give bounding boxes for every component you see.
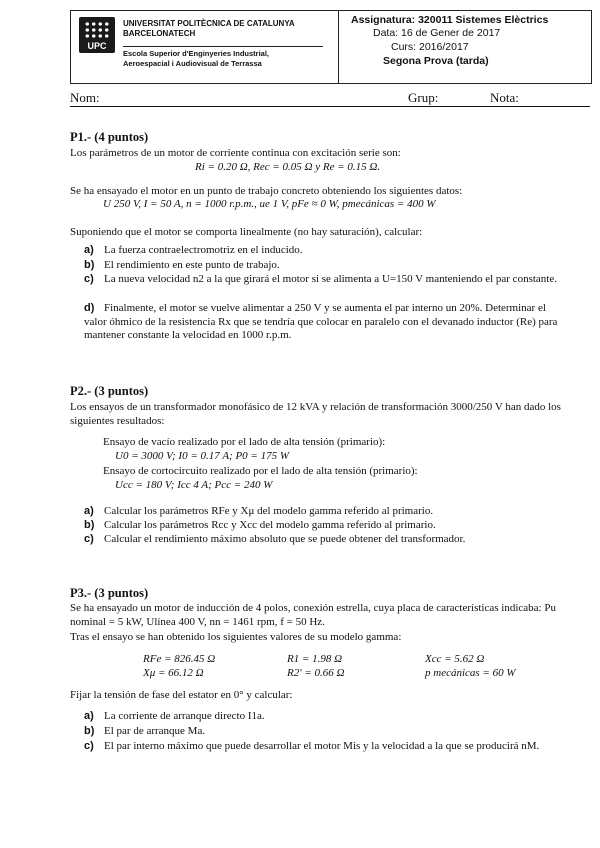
item-letter: b): [84, 725, 95, 737]
item-text: La fuerza contraelectromotriz en el inducido.: [104, 244, 303, 256]
logo-text: UPC: [87, 41, 107, 51]
header-vertical-divider: [338, 11, 339, 83]
university-line1: UNIVERSITAT POLITÈCNICA DE CATALUNYA: [123, 19, 295, 28]
exam-date: Data: 16 de Gener de 2017: [373, 27, 501, 39]
item-text: Calcular los parámetros RFe y Xμ del modelo gamma referido al primario.: [104, 505, 434, 517]
header-box: [70, 10, 592, 84]
item-text: Finalmente, el motor se vuelve alimentar a 250 V y se aumenta el par interno un 20%. Determinar el valor óhmico de la resistencia Rx que se tendría que colocar en paralelo con el devanado inductor (Re) para mantener constante la velocidad en 1000 r.p.m.: [84, 302, 558, 341]
p2-vacio-label: Ensayo de vacío realizado por el lado de alta tensión (primario):: [103, 436, 386, 448]
p2-intro: Los ensayos de un transformador monofásico de 12 kVA y relación de transformación 3000/250 V han dado los siguientes resultados:: [70, 401, 561, 427]
p3-item-b: [84, 725, 564, 739]
item-text: Calcular el rendimiento máximo absoluto que se puede obtener del transformador.: [104, 533, 466, 545]
p3-param-pmec: p mecánicas = 60 W: [425, 667, 516, 679]
school-name: [123, 49, 269, 69]
item-letter: b): [84, 259, 95, 271]
item-letter: b): [84, 519, 95, 531]
item-letter: a): [84, 244, 94, 256]
p3-intro2: Tras el ensayo se han obtenido los siguientes valores de su modelo gamma:: [70, 631, 402, 643]
subject: Assignatura: 320011 Sistemes Elèctrics: [351, 14, 549, 26]
p1-test-data: U 250 V, I = 50 A, n = 1000 r.p.m., ue 1 V, pFe ≈ 0 W, pmecánicas = 400 W: [103, 198, 436, 210]
p3-item-a: [84, 710, 564, 724]
logo-dots-icon: [84, 21, 110, 39]
grade-label: Nota:: [490, 90, 519, 105]
school-line2: Aeroespacial i Audiovisual de Terrassa: [123, 59, 262, 68]
p2-title: P2.- (3 puntos): [70, 384, 149, 398]
p2-cc-data: Ucc = 180 V; Icc 4 A; Pcc = 240 W: [115, 479, 273, 491]
course: Curs: 2016/2017: [391, 41, 469, 53]
p3-param-xmu: Xμ = 66.12 Ω: [143, 667, 204, 679]
p3-param-xcc: Xcc = 5.62 Ω: [425, 653, 485, 665]
p3-item-c: [84, 740, 574, 754]
item-text: El rendimiento en este punto de trabajo.: [104, 259, 280, 271]
upc-logo: [79, 17, 115, 53]
p2-vacio-data: U0 = 3000 V; I0 = 0.17 A; P0 = 175 W: [115, 450, 290, 462]
exam-name: Segona Prova (tarda): [383, 55, 489, 67]
p3-phase: Fijar la tensión de fase del estator en 0° y calcular:: [70, 689, 293, 701]
p3-param-r1: R1 = 1.98 Ω: [287, 653, 343, 665]
item-letter: d): [84, 302, 95, 314]
p1-title: P1.- (4 puntos): [70, 130, 149, 144]
p1-item-c: [84, 273, 564, 287]
group-label: Grup:: [408, 90, 439, 105]
p1-test-intro: Se ha ensayado el motor en un punto de trabajo concreto obteniendo los siguientes datos:: [70, 185, 463, 197]
p2-cc-label: Ensayo de cortocircuito realizado por el lado de alta tensión (primario):: [103, 465, 418, 477]
school-line1: Escola Superior d'Enginyeries Industrial,: [123, 49, 269, 58]
p2-item-c: [84, 533, 564, 547]
item-text: La nueva velocidad n2 a la que girará el motor si se alimenta a U=150 V manteniendo el par constante.: [104, 273, 557, 285]
item-letter: c): [84, 273, 94, 285]
item-text: El par interno máximo que puede desarrollar el motor Mis y la velocidad a la que se producirá nM.: [104, 740, 540, 752]
name-label: Nom:: [70, 90, 100, 105]
p1-item-b: [84, 259, 564, 273]
p1-item-a: [84, 244, 564, 258]
p1-item-d: [84, 302, 564, 343]
p1-intro: Los parámetros de un motor de corriente continua con excitación serie son:: [70, 147, 401, 159]
header-divider: [123, 46, 323, 47]
p3-intro: Se ha ensayado un motor de inducción de 4 polos, conexión estrella, cuya placa de características indicaba: Pu nominal = 5 kW, Ulínea 400 V, nn = 1461 rpm, f = 50 Hz.: [70, 602, 556, 628]
p1-assume: Suponiendo que el motor se comporta linealmente (no hay saturación), calcular:: [70, 226, 423, 238]
item-letter: a): [84, 505, 94, 517]
p3-param-rfe: RFe = 826.45 Ω: [143, 653, 216, 665]
p2-item-b: [84, 519, 564, 533]
university-name: [123, 19, 295, 39]
p3-title: P3.- (3 puntos): [70, 586, 149, 600]
item-text: El par de arranque Ma.: [104, 725, 206, 737]
item-text: La corriente de arranque directo I1a.: [104, 710, 265, 722]
p2-item-a: [84, 505, 564, 519]
item-letter: a): [84, 710, 94, 722]
university-line2: BARCELONATECH: [123, 29, 196, 38]
p1-params: Ri = 0.20 Ω, Rec = 0.05 Ω y Re = 0.15 Ω.: [195, 161, 381, 173]
student-underline: [70, 106, 590, 107]
item-letter: c): [84, 740, 94, 752]
item-letter: c): [84, 533, 94, 545]
p3-param-r2: R2' = 0.66 Ω: [287, 667, 345, 679]
item-text: Calcular los parámetros Rcc y Xcc del modelo gamma referido al primario.: [104, 519, 436, 531]
